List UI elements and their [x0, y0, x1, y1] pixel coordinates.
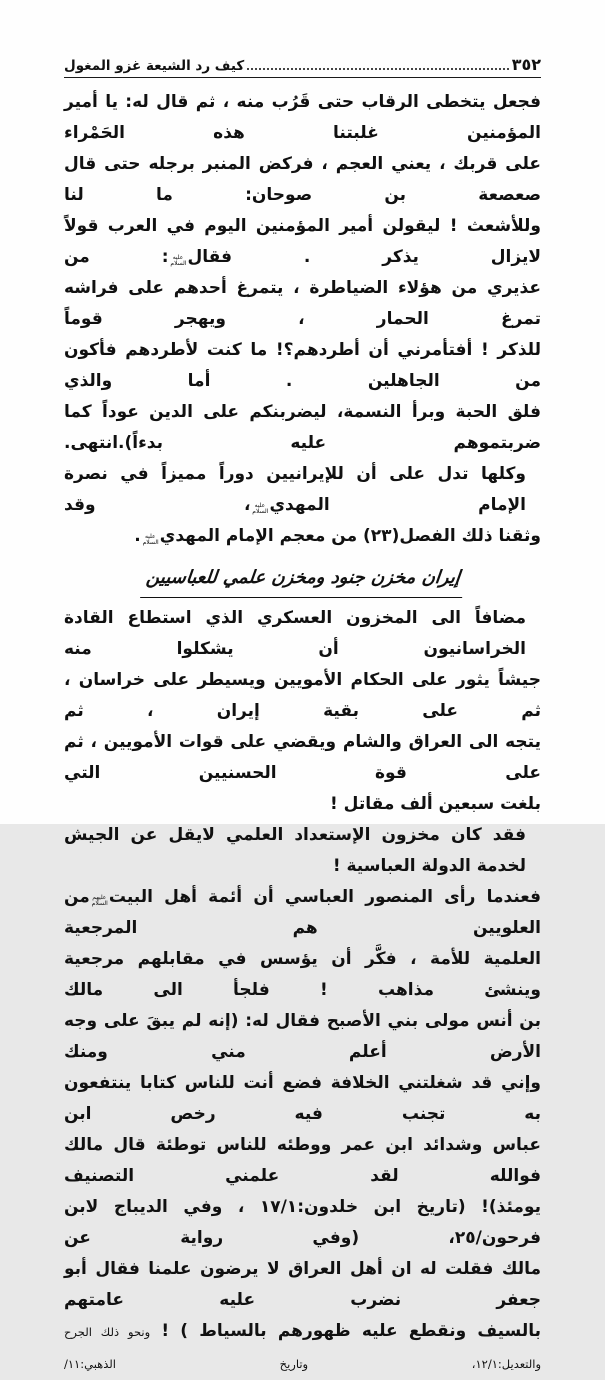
- paragraph: [64, 603, 541, 820]
- honorific-seal: عليه السلام: [252, 502, 269, 515]
- honorific-seal: عليهم السلام: [91, 894, 108, 907]
- header-rule: [64, 77, 541, 78]
- text-line: جيشاً يثور على الحكام الأمويين ويسيطر على خراسان ، ثم على بقية إيران ، ثم: [64, 670, 541, 721]
- honorific-seal: عليه السلام: [142, 533, 159, 546]
- text-line: وإني قد شغلتني الخلافة فضع أنت للناس كتابا ينتفعون به تجنب فيه رخص ابن: [64, 1073, 541, 1124]
- text-line: فقد كان مخزون الإستعداد العلمي لايقل عن الجيش لخدمة الدولة العباسية !: [64, 825, 526, 876]
- text-line: يومئذ)! (تاريخ ابن خلدون:١٧/١ ، وفي الديباج لابن فرحون/٢٥، (وفي رواية عن: [64, 1197, 541, 1248]
- dotted-leader: [247, 68, 508, 70]
- page-number: ٣٥٢: [511, 55, 541, 74]
- inline-reference: ونحو ذلك الجرح والتعديل:١٢/١، وتاريخ الذهبي:١١/: [64, 1325, 541, 1371]
- paragraph: [64, 459, 541, 552]
- book-title: كيف رد الشيعة غزو المغول: [64, 58, 245, 74]
- paragraph: [64, 882, 541, 1380]
- text-line: وكلها تدل على أن للإيرانيين دوراً مميزاً في نصرة الإمام المهديعليه السلام، وقد: [64, 464, 526, 515]
- text-line: يتجه الى العراق والشام ويقضي على قوات الأمويين ، ثم على قوة الحسنيين التي: [64, 732, 541, 783]
- text-line: مالك فقلت له ان أهل العراق لا يرضون علمنا فقال أبو جعفر نضرب عليه عامتهم: [64, 1259, 541, 1310]
- text-line: وثقنا ذلك الفصل(٢٣) من معجم الإمام المهديعليه السلام.: [134, 526, 541, 546]
- section-heading-text: إيران مخزن جنود ومخزن علمي للعباسيين: [140, 562, 465, 598]
- paragraph: [64, 87, 541, 459]
- text-line: بن أنس مولى بني الأصبح فقال له: (إنه لم يبقَ على وجه الأرض أعلم مني ومنك: [64, 1011, 541, 1062]
- text-line: وللأشعث ! ليقولن أمير المؤمنين اليوم في العرب قولاً لايزال يذكر . فقالعليه السلام: من: [64, 216, 541, 267]
- section-heading: [64, 562, 541, 598]
- paragraph: [64, 820, 541, 882]
- text-line: عباس وشدائد ابن عمر ووطئه للناس توطئة قال مالك فوالله لقد علمني التصنيف: [64, 1135, 541, 1186]
- text-line: بلغت سبعين ألف مقاتل !: [330, 794, 541, 814]
- text-line: فلق الحبة وبرأ النسمة، ليضربنكم على الدين عوداً كما ضربتموهم عليه بدءاً).انتهى.: [64, 402, 541, 453]
- text-line: فعندما رأى المنصور العباسي أن أئمة أهل البيتعليهم السلاممن العلويين هم المرجعية: [64, 887, 541, 938]
- text-line: على قربك ، يعني العجم ، فركض المنبر برجله حتى قال صعصعة بن صوحان: ما لنا: [64, 154, 541, 205]
- page-body: [64, 87, 541, 1380]
- text-line: للذكر ! أفتأمرني أن أطردهم؟! ما كنت لأطردهم فأكون من الجاهلين . أما والذي: [64, 340, 541, 391]
- page-header: [64, 55, 541, 74]
- text-line: العلمية للأمة ، فكَّر أن يؤسس في مقابلهم مرجعية وينشئ مذاهب ! فلجأ الى مالك: [64, 949, 541, 1000]
- text-line: فجعل يتخطى الرقاب حتى قَرُب منه ، ثم قال له: يا أمير المؤمنين غلبتنا هذه الحَمْراء: [64, 92, 541, 143]
- honorific-seal: عليه السلام: [170, 254, 187, 267]
- text-line: مضافاً الى المخزون العسكري الذي استطاع القادة الخراسانيون أن يشكلوا منه: [64, 608, 526, 659]
- text-line: بالسيف ونقطع عليه ظهورهم بالسياط ) ! ونحو ذلك الجرح والتعديل:١٢/١، وتاريخ الذهبي:١١/: [64, 1321, 541, 1371]
- text-line: عذيري من هؤلاء الضياطرة ، يتمرغ أحدهم على فراشه تمرغ الحمار ، ويهجر قوماً: [64, 278, 541, 329]
